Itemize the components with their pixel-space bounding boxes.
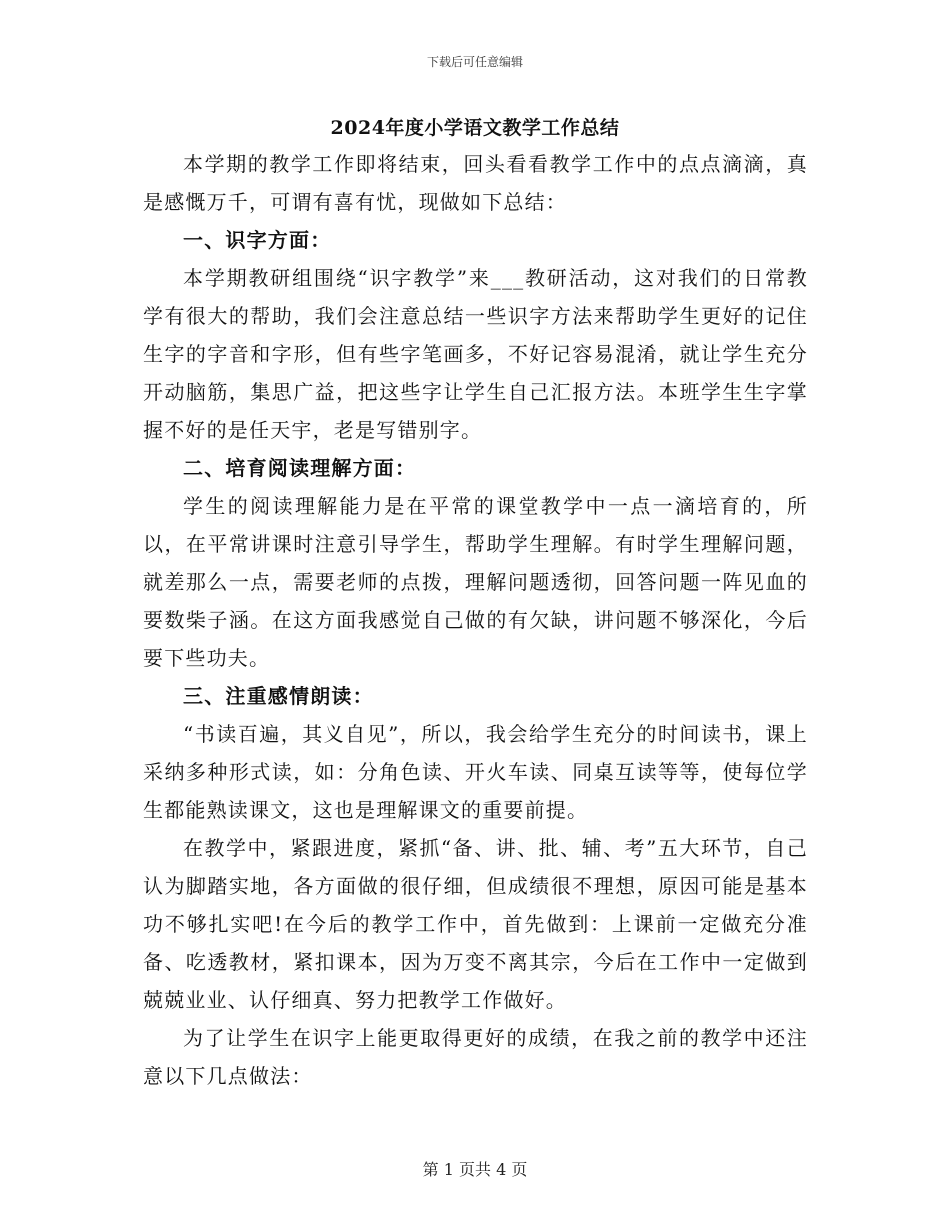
intro-paragraph: 本学期的教学工作即将结束，回头看看教学工作中的点点滴滴，真是感慨万千，可谓有喜有忧，现做如下总结： <box>143 152 808 214</box>
page-number: 第 1 页共 4 页 <box>422 1160 528 1179</box>
page-header-note: 下载后可任意编辑 <box>426 55 523 69</box>
section-heading-reading: 二、培育阅读理解方面： <box>183 456 417 480</box>
section-heading-literacy: 一、识字方面： <box>183 228 332 252</box>
section-paragraph: “书读百遍，其义自见”，所以，我会给学生充分的时间读书，课上采纳多种形式读，如：分角色读、开火车读、同桌互读等等，使每位学生都能熟读课文，这也是理解课文的重要前提。 <box>143 722 808 822</box>
section-heading-emotional-reading: 三、注重感情朗读： <box>183 684 374 708</box>
section-paragraph: 为了让学生在识字上能更取得更好的成绩，在我之前的教学中还注意以下几点做法： <box>143 1026 808 1088</box>
section-paragraph: 本学期教研组围绕“识字教学”来___教研活动，这对我们的日常教学有很大的帮助，我们会注意总结一些识字方法来帮助学生更好的记住生字的字音和字形，但有些字笔画多，不好记容易混淆，就让学生充分开动脑筋，集思广益，把这些字让学生自己汇报方法。本班学生生字掌握不好的是任天宇，老是写错别字。 <box>143 266 808 442</box>
section-paragraph: 学生的阅读理解能力是在平常的课堂教学中一点一滴培育的，所以，在平常讲课时注意引导学生，帮助学生理解。有时学生理解问题，就差那么一点，需要老师的点拨，理解问题透彻，回答问题一阵见血的要数柴子涵。在这方面我感觉自己做的有欠缺，讲问题不够深化，今后要下些功夫。 <box>143 494 808 670</box>
document-body <box>143 145 808 1095</box>
document-title: 2024年度小学语文教学工作总结 <box>330 117 620 139</box>
section-paragraph: 在教学中，紧跟进度，紧抓“备、讲、批、辅、考”五大环节，自己认为脚踏实地，各方面做的很仔细，但成绩很不理想，原因可能是基本功不够扎实吧!在今后的教学工作中，首先做到：上课前一定做充分准备、吃透教材，紧扣课本，因为万变不离其宗，今后在工作中一定做到兢兢业业、认仔细真、努力把教学工作做好。 <box>143 836 808 1012</box>
